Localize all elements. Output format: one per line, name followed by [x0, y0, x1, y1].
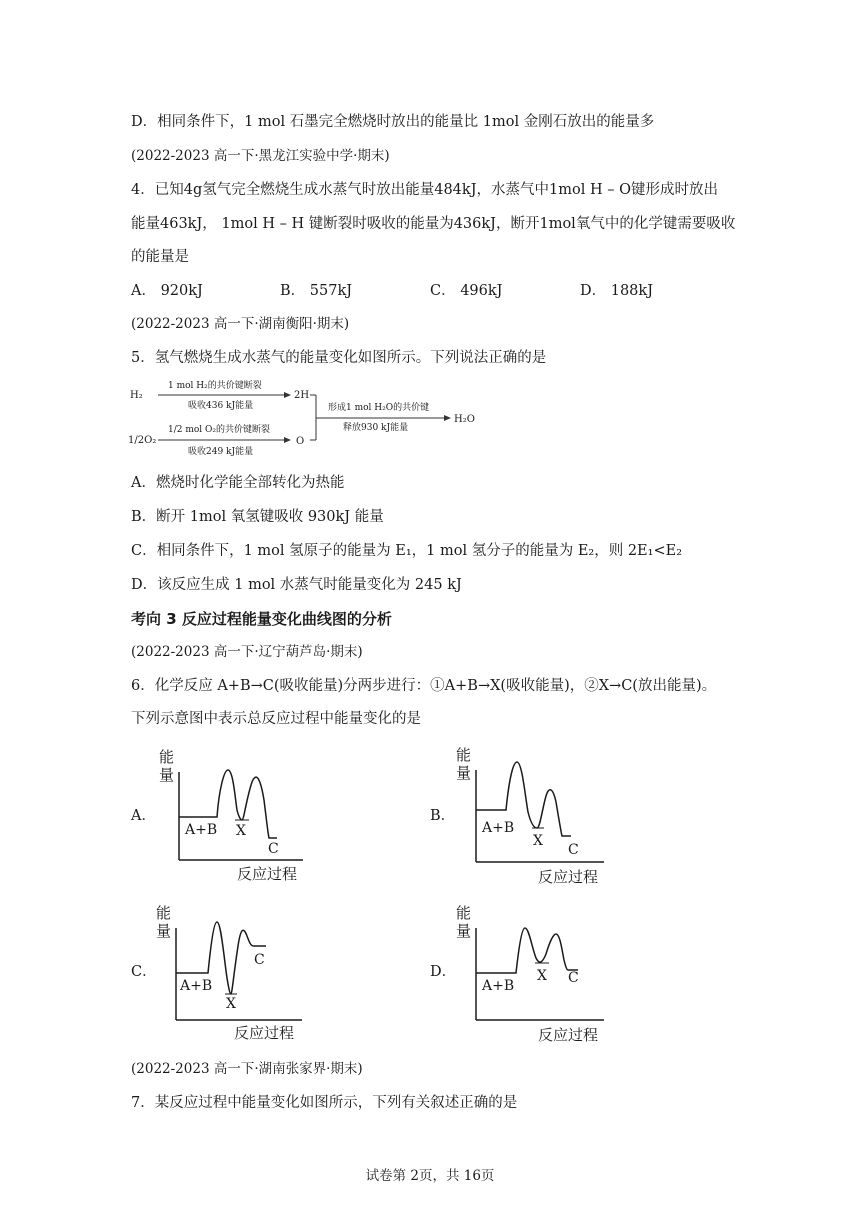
graph-a-reactant: A+B: [185, 822, 218, 838]
q4-option-d: D． 188kJ: [580, 283, 654, 299]
graph-c-intermediate: X: [226, 996, 236, 1012]
diag-2h: 2H: [294, 390, 310, 401]
graph-d-reactant: A+B: [482, 978, 515, 994]
graph-a-ylabel2: 量: [159, 766, 175, 784]
graph-c-ylabel1: 能: [156, 904, 172, 922]
graph-d-product: C: [568, 970, 579, 986]
q6-option-c-letter: C．: [131, 964, 157, 980]
diag-o2: 1/2O₂: [128, 435, 157, 446]
q7-stem: 7．某反应过程中能量变化如图所示，下列有关叙述正确的是: [131, 1095, 518, 1111]
graph-b-ylabel2: 量: [456, 764, 472, 782]
graph-d-ylabel1: 能: [456, 904, 472, 922]
graph-d-intermediate: X: [537, 968, 547, 984]
graph-a-xlabel: 反应过程: [237, 865, 298, 883]
q5-source: (2022-2023 高一下·湖南衡阳·期末): [131, 316, 350, 332]
diag-h2o: H₂O: [454, 414, 475, 425]
q4-source: (2022-2023 高一下·黑龙江实验中学·期末): [131, 148, 390, 164]
q6-graph-a: [155, 742, 315, 887]
page-footer: 试卷第 2页，共 16页: [365, 1168, 495, 1184]
section-heading: 考向 3 反应过程能量变化曲线图的分析: [131, 610, 392, 628]
q4-stem-line2: 能量463kJ， 1mol H – H 键断裂时吸收的能量为436kJ，断开1mol氧气中的化学键需要吸收: [131, 216, 736, 232]
graph-b-product: C: [568, 842, 579, 858]
diag-h2: H₂: [130, 390, 143, 401]
q6-graph-b: [454, 740, 614, 888]
q7-source: (2022-2023 高一下·湖南张家界·期末): [131, 1061, 363, 1077]
graph-d-xlabel: 反应过程: [538, 1026, 599, 1044]
graph-c-reactant: A+B: [180, 978, 213, 994]
diag-arrow3-bottom: 释放930 kJ能量: [343, 423, 409, 433]
graph-b-xlabel: 反应过程: [538, 868, 599, 886]
q6-option-a-letter: A．: [131, 808, 156, 824]
graph-a-intermediate: X: [236, 823, 246, 839]
diag-arrow1-bottom: 吸收436 kJ能量: [188, 401, 254, 411]
q4-option-c: C． 496kJ: [430, 283, 503, 299]
q5-stem: 5．氢气燃烧生成水蒸气的能量变化如图所示。下列说法正确的是: [131, 350, 547, 366]
q6-graph-d: [454, 898, 614, 1046]
graph-b-reactant: A+B: [482, 820, 515, 836]
q6-graph-c: [154, 898, 314, 1043]
graph-b-intermediate: X: [533, 833, 543, 849]
q5-option-b: B．断开 1mol 氧氢键吸收 930kJ 能量: [131, 509, 384, 525]
q6-option-d-letter: D．: [430, 964, 457, 980]
q6-option-b-letter: B．: [430, 808, 456, 824]
graph-a-ylabel1: 能: [159, 748, 175, 766]
q6-stem-line1: 6．化学反应 A+B→C(吸收能量)分两步进行：①A+B→X(吸收能量)，②X→C(放出能量)。: [131, 678, 717, 694]
graph-c-ylabel2: 量: [156, 922, 172, 940]
q5-option-c: C．相同条件下，1 mol 氢原子的能量为 E₁，1 mol 氢分子的能量为 E₂，则 2E₁<E₂: [131, 543, 683, 559]
q5-option-a: A．燃烧时化学能全部转化为热能: [131, 475, 345, 491]
graph-b-ylabel1: 能: [456, 746, 472, 764]
diag-arrow1-top: 1 mol H₂的共价键断裂: [168, 381, 262, 391]
q4-option-a: A． 920kJ: [131, 283, 203, 299]
diag-arrow2-bottom: 吸收249 kJ能量: [188, 447, 254, 457]
q6-source: (2022-2023 高一下·辽宁葫芦岛·期末): [131, 644, 363, 660]
q5-bond-energy-diagram: [128, 378, 488, 462]
graph-a-product: C: [268, 841, 279, 857]
q4-stem-line1: 4．已知4g氢气完全燃烧生成水蒸气时放出能量484kJ，水蒸气中1mol H – O键形成时放出: [131, 182, 718, 198]
q4-option-b: B． 557kJ: [280, 283, 353, 299]
diag-arrow3-top: 形成1 mol H₂O的共价键: [328, 403, 430, 413]
graph-d-ylabel2: 量: [456, 922, 472, 940]
graph-c-xlabel: 反应过程: [234, 1024, 295, 1042]
q4-stem-line3: 的能量是: [131, 249, 189, 265]
q3-option-d: D．相同条件下，1 mol 石墨完全燃烧时放出的能量比 1mol 金刚石放出的能量多: [131, 114, 655, 130]
q5-option-d: D．该反应生成 1 mol 水蒸气时能量变化为 245 kJ: [131, 577, 462, 593]
diag-arrow2-top: 1/2 mol O₂的共价键断裂: [168, 425, 271, 435]
graph-c-product: C: [254, 952, 265, 968]
q6-stem-line2: 下列示意图中表示总反应过程中能量变化的是: [131, 711, 421, 727]
diag-o: O: [296, 436, 305, 447]
